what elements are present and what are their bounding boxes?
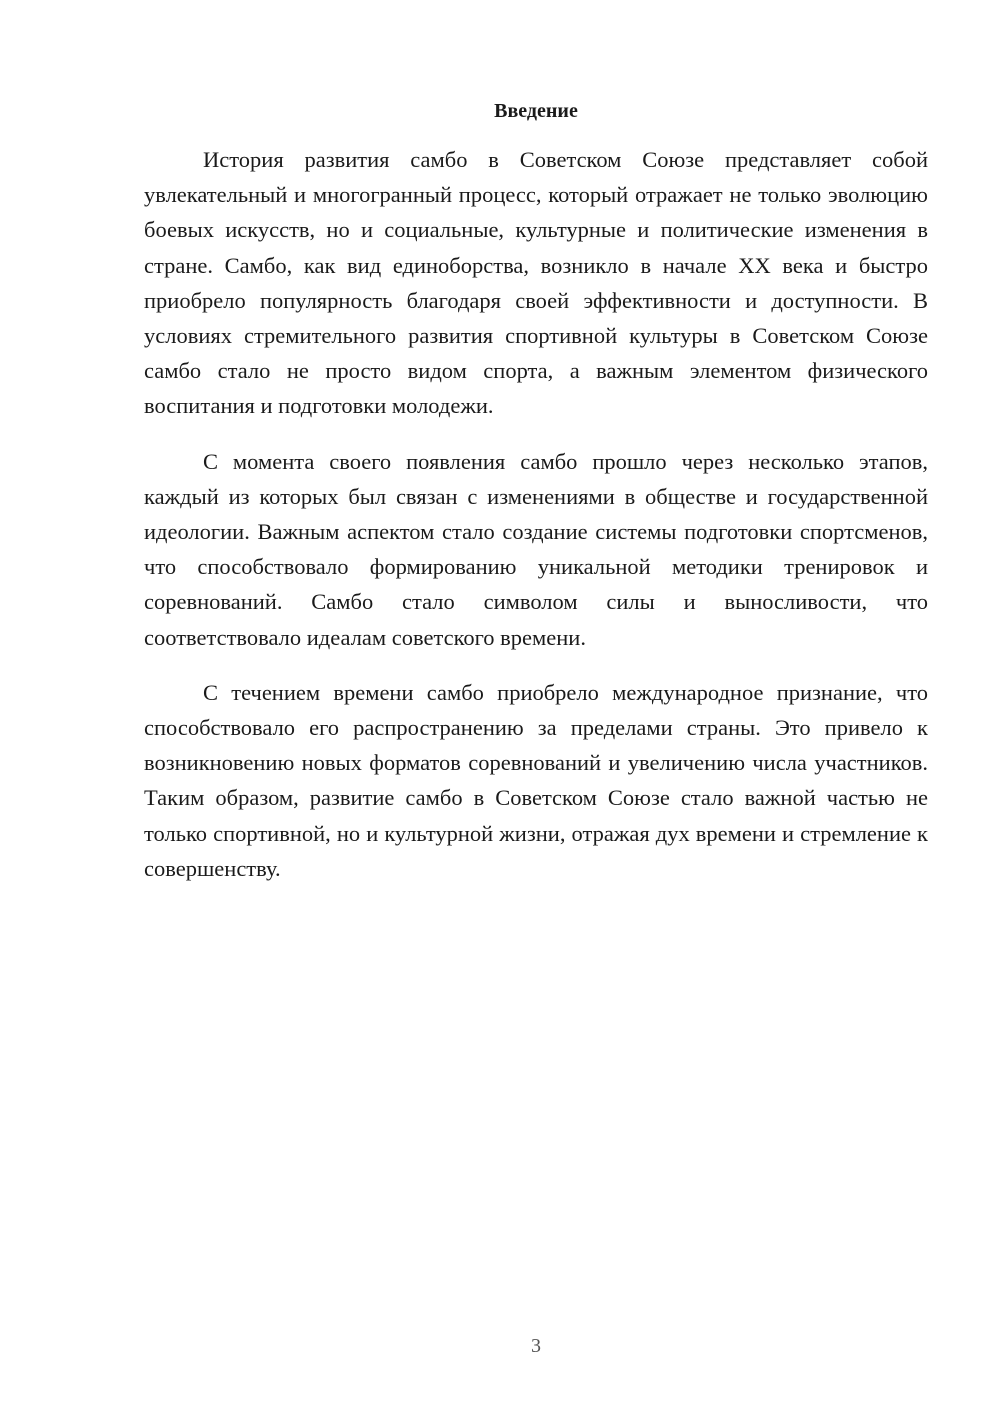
section-title: Введение (494, 100, 578, 122)
paragraph: История развития самбо в Советском Союзе представляет собой увлекательный и многогранный процесс, который отражает не только эволюцию боевых искусств, но и социальные, культурные и политические изменения в стране. Самбо, как вид единоборства, возникло в начале XX века и быстро приобрело популярность благодаря своей эффективности и доступности. В условиях стремительного развития спортивной культуры в Советском Союзе самбо стало не просто видом спорта, а важным элементом физического воспитания и подготовки молодежи. (144, 147, 928, 419)
body-text (144, 142, 928, 906)
page-number: 3 (531, 1335, 541, 1357)
paragraph: С момента своего появления самбо прошло через несколько этапов, каждый из которых был связан с изменениями в обществе и государственной идеологии. Важным аспектом стало создание системы подготовки спортсменов, что способствовало формированию уникальной методики тренировок и соревнований. Самбо стало символом силы и выносливости, что соответствовало идеалам советского времени. (144, 448, 928, 650)
paragraph: С течением времени самбо приобрело международное признание, что способствовало его распространению за пределами страны. Это привело к возникновению новых форматов соревнований и увеличению числа участников. Таким образом, развитие самбо в Советском Союзе стало важной частью не только спортивной, но и культурной жизни, отражая дух времени и стремление к совершенству. (144, 679, 928, 881)
